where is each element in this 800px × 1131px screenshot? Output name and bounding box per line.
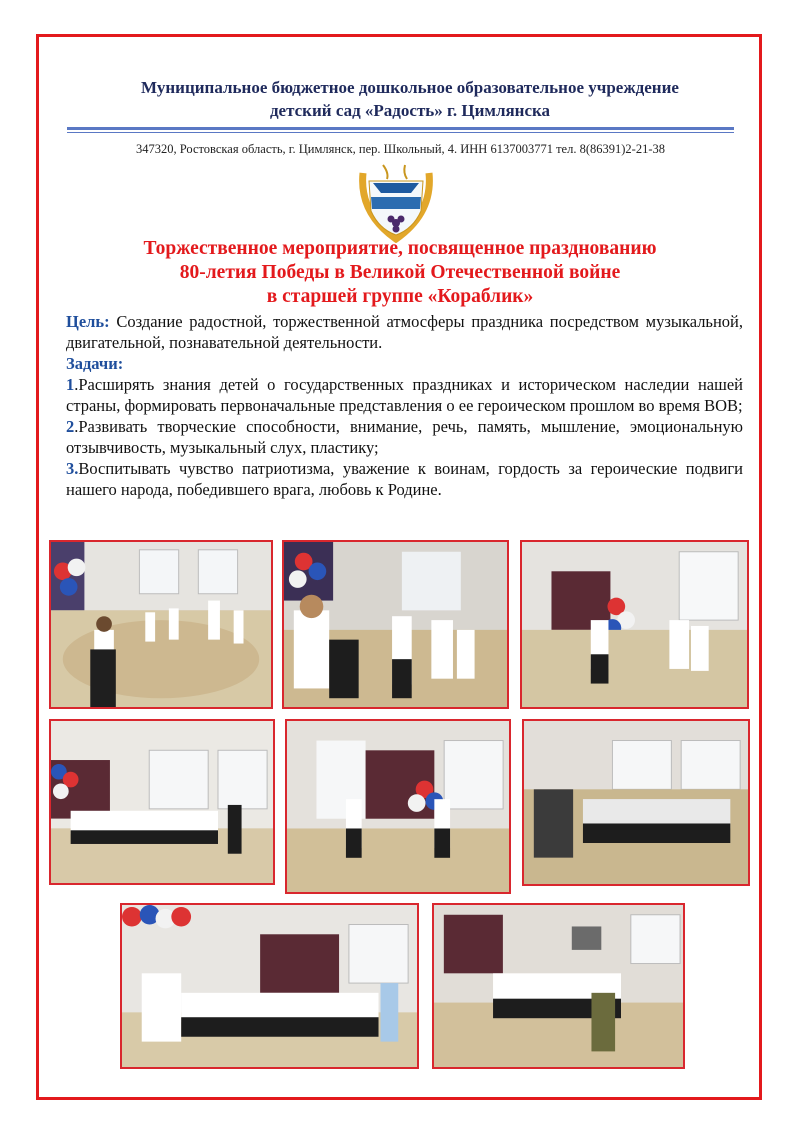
photo-8: [432, 903, 685, 1069]
task-item: [66, 416, 743, 458]
goal-label: Цель:: [66, 312, 110, 331]
photo-5: [285, 719, 511, 894]
photo-2: [282, 540, 509, 709]
task-item: [66, 458, 743, 500]
address-line: 347320, Ростовская область, г. Цимлянск, пер. Школьный, 4. ИНН 6137003771 тел. 8(86391)2-21-38: [136, 142, 665, 156]
goal-paragraph: [66, 311, 743, 353]
organization-name: [90, 76, 730, 122]
task-text: .Расширять знания детей о государственных праздниках и историческом наследии нашей страны, формировать первоначальные представления о ее героическом прошлом во время ВОВ;: [66, 375, 743, 415]
title-line-2: 80-летия Победы в Великой Отечественной войне: [179, 262, 621, 283]
kindergarten-emblem-icon: [353, 163, 439, 243]
task-item: [66, 374, 743, 416]
header-rule: [67, 127, 734, 130]
title-line-1: Торжественное мероприятие, посвященное празднованию: [143, 238, 657, 259]
task-text: Воспитывать чувство патриотизма, уважение к воинам, гордость за героические подвиги нашего народа, победившего врага, любовь к Родине.: [66, 459, 743, 499]
description: [66, 311, 743, 500]
task-number: 2: [66, 417, 75, 436]
org-line-1: Муниципальное бюджетное дошкольное образовательное учреждение: [141, 78, 679, 97]
task-number: 3.: [66, 459, 79, 478]
photo-6: [522, 719, 750, 886]
tasks-label: Задачи:: [66, 354, 124, 373]
photo-4: [49, 719, 275, 885]
org-line-2: детский сад «Радость» г. Цимлянска: [269, 101, 551, 120]
title-line-3: в старшей группе «Кораблик»: [266, 286, 534, 307]
photo-7: [120, 903, 419, 1069]
photo-1: [49, 540, 273, 709]
event-title: [70, 237, 730, 309]
task-text: .Развивать творческие способности, внимание, речь, память, мышление, эмоциональную отзывчивость, музыкальный слух, пластику;: [66, 417, 743, 457]
tasks-heading: [66, 353, 743, 374]
photo-3: [520, 540, 749, 709]
task-number: 1: [66, 375, 75, 394]
goal-text: Создание радостной, торжественной атмосферы праздника посредством музыкальной, двигательной, познавательной деятельности.: [66, 312, 743, 352]
header-rule-thin: [67, 132, 734, 133]
